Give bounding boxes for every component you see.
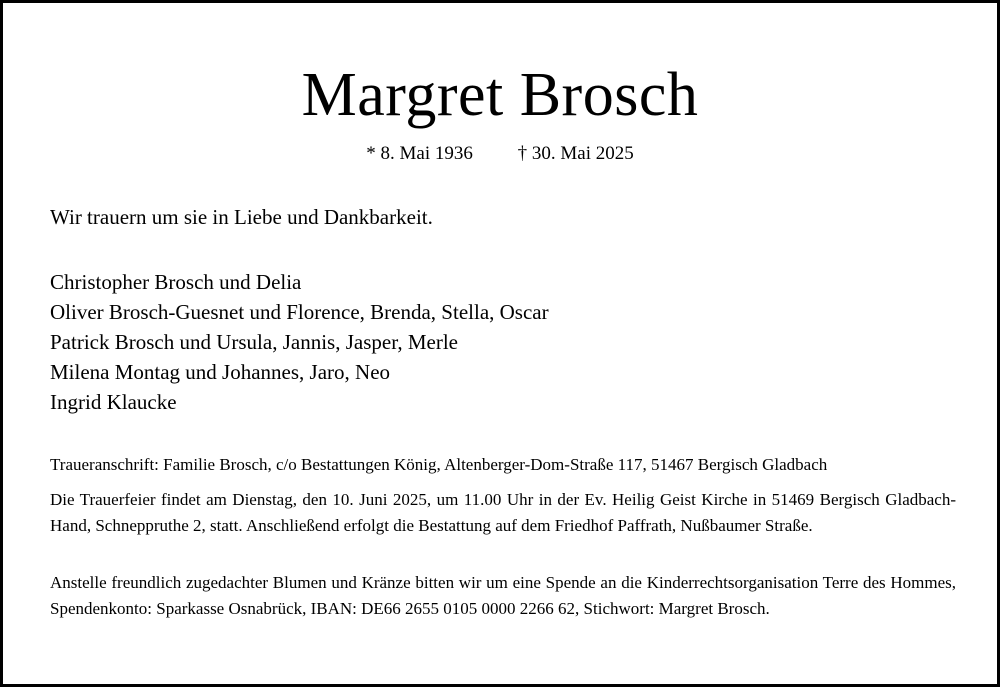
donation-info: Anstelle freundlich zugedachter Blumen und Kränze bitten wir um eine Spende an die Kinderrechtsorganisation Terre des Hommes, Spendenkonto: Sparkasse Osnabrück, IBAN: DE66 2655 0105 0000 2266 62, Stichwort: Margret Brosch.	[50, 573, 956, 618]
mourner-line: Ingrid Klaucke	[50, 390, 177, 414]
mourner-line: Christopher Brosch und Delia	[50, 270, 302, 294]
deceased-name: Margret Brosch	[301, 61, 699, 129]
mourning-statement: Wir trauern um sie in Liebe und Dankbarkeit.	[50, 205, 433, 229]
life-dates	[3, 142, 997, 166]
funeral-info: Die Trauerfeier findet am Dienstag, den 10. Juni 2025, um 11.00 Uhr in der Ev. Heilig Geist Kirche in 51469 Bergisch Gladbach-Hand, Schneppruthe 2, statt. Anschließend erfolgt die Bestattung auf dem Friedhof Paffrath, Nußbaumer Straße.	[50, 490, 956, 535]
mourner-line: Milena Montag und Johannes, Jaro, Neo	[50, 360, 391, 384]
mourner-line: Oliver Brosch-Guesnet und Florence, Brenda, Stella, Oscar	[50, 300, 549, 324]
birth-date: * 8. Mai 1936	[366, 143, 473, 164]
mourner-line: Patrick Brosch und Ursula, Jannis, Jasper, Merle	[50, 330, 458, 354]
mourners-list	[50, 267, 549, 417]
condolence-address: Traueranschrift: Familie Brosch, c/o Bestattungen König, Altenberger-Dom-Straße 117, 51467 Bergisch Gladbach	[50, 455, 828, 474]
death-date: † 30. Mai 2025	[517, 143, 634, 164]
